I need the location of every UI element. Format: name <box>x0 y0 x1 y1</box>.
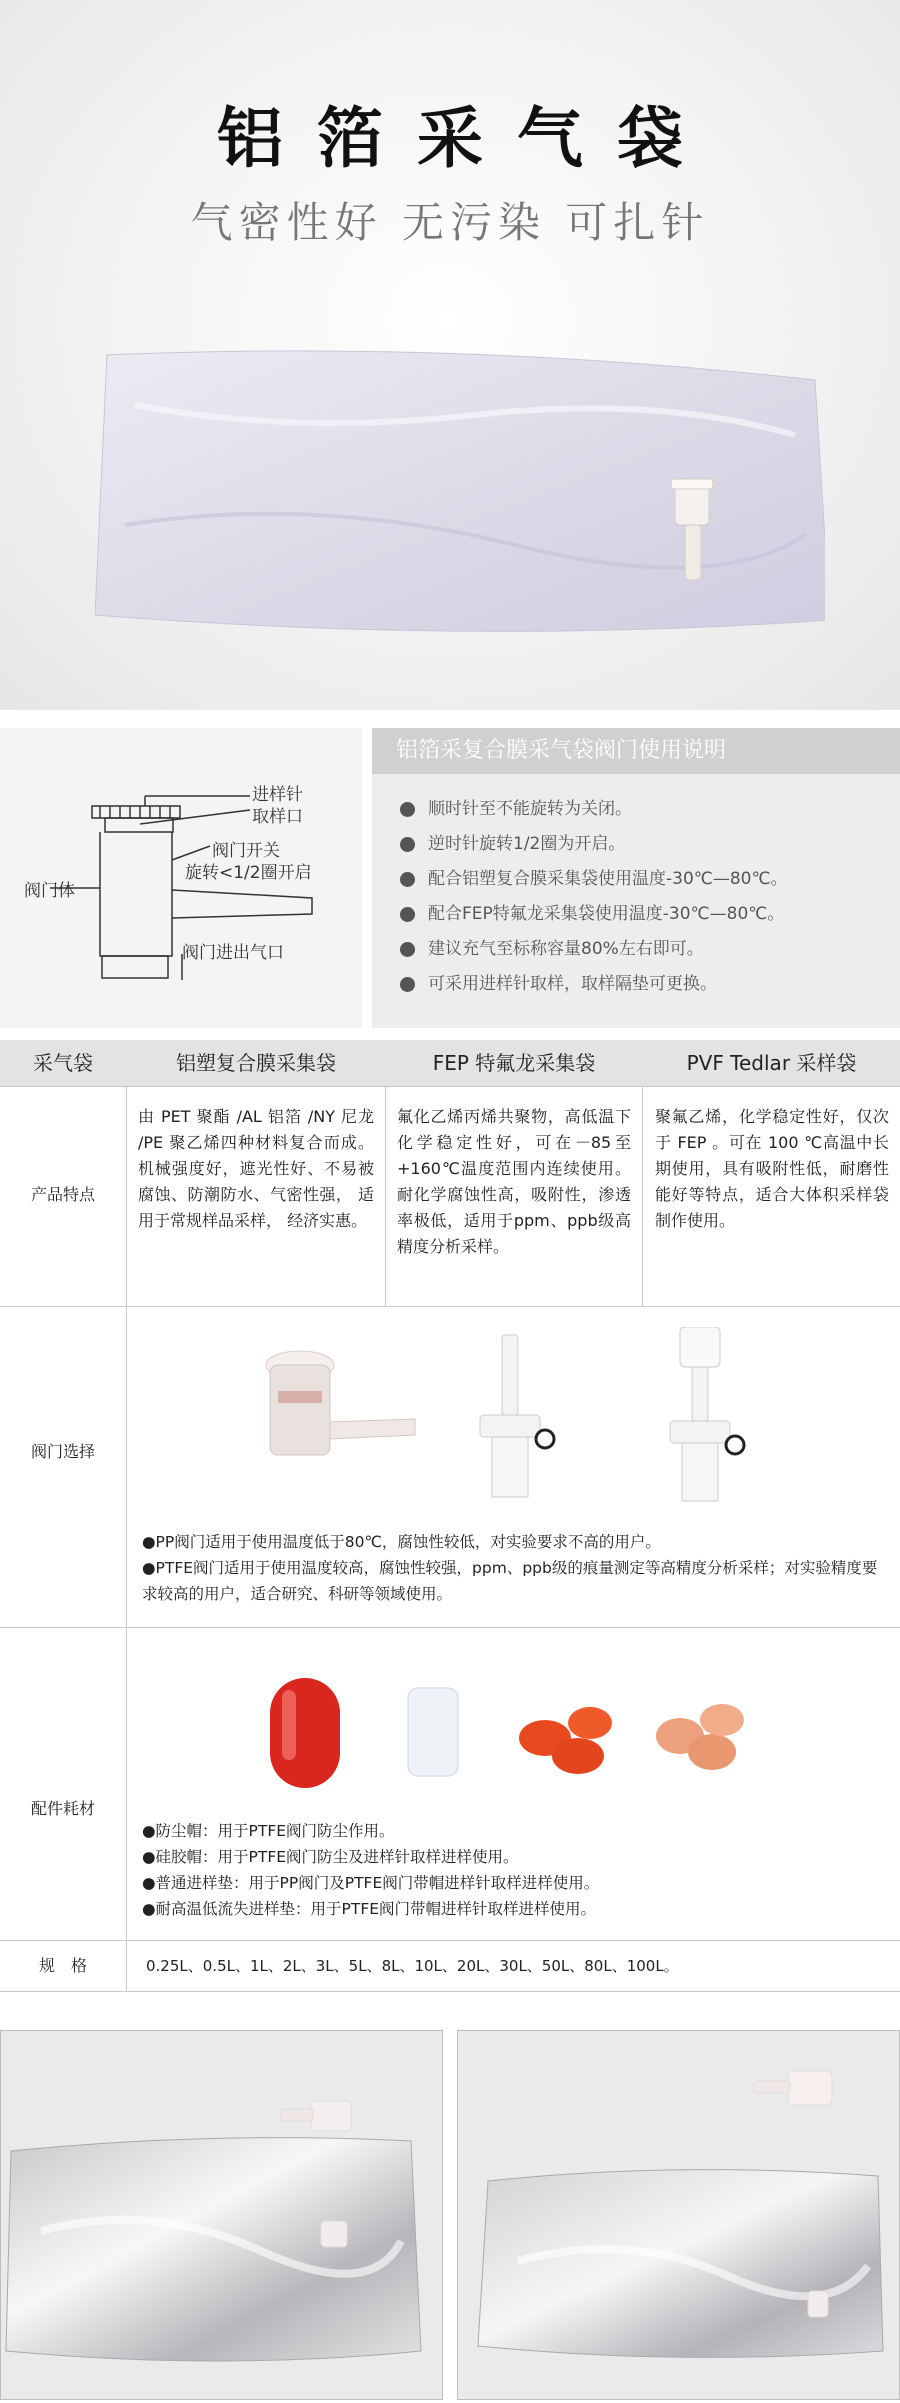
bullet-icon <box>400 802 415 817</box>
bullet-icon <box>400 837 415 852</box>
aluminum-bag-image <box>95 345 825 645</box>
parts-note-high-temp-septum: ●耐高温低流失进样垫：用于PTFE阀门带帽进样针取样进样使用。 <box>142 1900 597 1918</box>
bullet-icon <box>400 977 415 992</box>
valve-instructions-heading: 铝箔采复合膜采气袋阀门使用说明 <box>372 728 900 774</box>
page-title: 铝箔采气袋 <box>217 100 717 177</box>
valve-note-ptfe: ●PTFE阀门适用于使用温度较高，腐蚀性较强，ppm、ppb级的痕量测定等高精度分析采样；对实验精度要求较高的用户，适合研究、科研等领域使用。 <box>142 1559 878 1603</box>
list-item: 可采用进样针取样，取样隔垫可更换。 <box>398 967 788 1002</box>
header-bag-type: 采气袋 <box>33 1051 93 1075</box>
bullet-icon <box>400 907 415 922</box>
accessories-image <box>260 1668 760 1798</box>
hero-banner <box>0 0 900 710</box>
valve-instruction-list <box>398 792 788 1002</box>
parts-note-septum: ●普通进样垫：用于PP阀门及PTFE阀门带帽进样针取样进样使用。 <box>142 1874 600 1892</box>
row-label-spec: 规 格 <box>38 1956 87 1975</box>
bag-with-valves-image <box>1 2031 442 2399</box>
needle-label: 进样针 <box>252 785 303 805</box>
bag-single-valve-image <box>458 2031 899 2399</box>
parts-note-silicone-cap: ●硅胶帽：用于PTFE阀门防尘及进样针取样进样使用。 <box>142 1848 519 1866</box>
valve-diagram <box>0 728 362 1028</box>
list-item: 逆时针旋转1/2圈为开启。 <box>398 827 788 862</box>
feature-aluminum: 由 PET 聚酯 /AL 铝箔 /NY 尼龙 /PE 聚乙烯四种材料复合而成。机械强度好，遮光性好、不易被腐蚀、防潮防水、气密性强， 适用于常规样品采样， 经济实惠。 <box>138 1107 374 1230</box>
spec-value: 0.25L、0.5L、1L、2L、3L、5L、8L、10L、20L、30L、50L、80L、100L。 <box>146 1957 679 1975</box>
dust-cap-icon <box>270 1678 340 1788</box>
bullet-icon <box>400 872 415 887</box>
table-row-valves <box>0 1307 900 1628</box>
header-aluminum: 铝塑复合膜采集袋 <box>176 1051 336 1075</box>
switch-note-label: 旋转<1/2圈开启 <box>185 863 312 883</box>
inlet-label: 阀门进出气口 <box>182 943 284 963</box>
header-fep: FEP 特氟龙采集袋 <box>432 1051 596 1075</box>
table-row-features <box>0 1086 900 1307</box>
feature-fep: 氟化乙烯丙烯共聚物，高低温下化学稳定性好，可在－85至+160℃温度范围内连续使用。耐化学腐蚀性高，吸附性，渗透率极低，适用于ppm、ppb级高精度分析采样。 <box>397 1107 631 1256</box>
product-photo-right <box>457 2030 900 2400</box>
list-item: 顺时针至不能旋转为关闭。 <box>398 792 788 827</box>
row-label-features: 产品特点 <box>30 1185 95 1204</box>
valve-note-pp: ●PP阀门适用于使用温度低于80℃，腐蚀性较低，对实验要求不高的用户。 <box>142 1533 661 1551</box>
switch-label: 阀门开关 <box>212 841 280 861</box>
valve-usage-section <box>0 728 900 1028</box>
sampling-port-label: 取样口 <box>252 807 303 827</box>
bullet-icon <box>400 942 415 957</box>
septum-icon <box>519 1707 612 1774</box>
valve-options-image <box>240 1327 760 1507</box>
list-item: 配合FEP特氟龙采集袋使用温度-30℃—80℃。 <box>398 897 788 932</box>
product-photo-left <box>0 2030 443 2400</box>
product-photos <box>0 2030 900 2400</box>
valve-body-label: 阀门体 <box>24 881 75 901</box>
ptfe-cap-valve-icon <box>670 1327 744 1501</box>
feature-pvf: 聚氟乙烯，化学稳定性好，仅次于 FEP 。可在 100 ℃高温中长期使用，具有吸附性低，耐磨性能好等特点，适合大体积采样袋制作使用。 <box>655 1107 889 1230</box>
pp-valve-icon <box>266 1351 415 1455</box>
valve-instructions <box>372 728 900 1028</box>
table-row-spec <box>0 1941 900 1992</box>
ptfe-valve-icon <box>480 1335 554 1497</box>
high-temp-septum-icon <box>656 1704 744 1770</box>
table-row-parts <box>0 1628 900 1941</box>
page-subtitle: 气密性好 无污染 可扎针 <box>190 198 710 247</box>
row-label-valves: 阀门选择 <box>30 1442 95 1461</box>
list-item: 建议充气至标称容量80%左右即可。 <box>398 932 788 967</box>
silicone-cap-icon <box>408 1688 458 1776</box>
header-pvf: PVF Tedlar 采样袋 <box>686 1051 857 1075</box>
row-label-parts: 配件耗材 <box>30 1799 95 1818</box>
table-header-row <box>0 1040 900 1087</box>
list-item: 配合铝塑复合膜采集袋使用温度-30℃—80℃。 <box>398 862 788 897</box>
parts-note-dust-cap: ●防尘帽：用于PTFE阀门防尘作用。 <box>142 1822 395 1840</box>
